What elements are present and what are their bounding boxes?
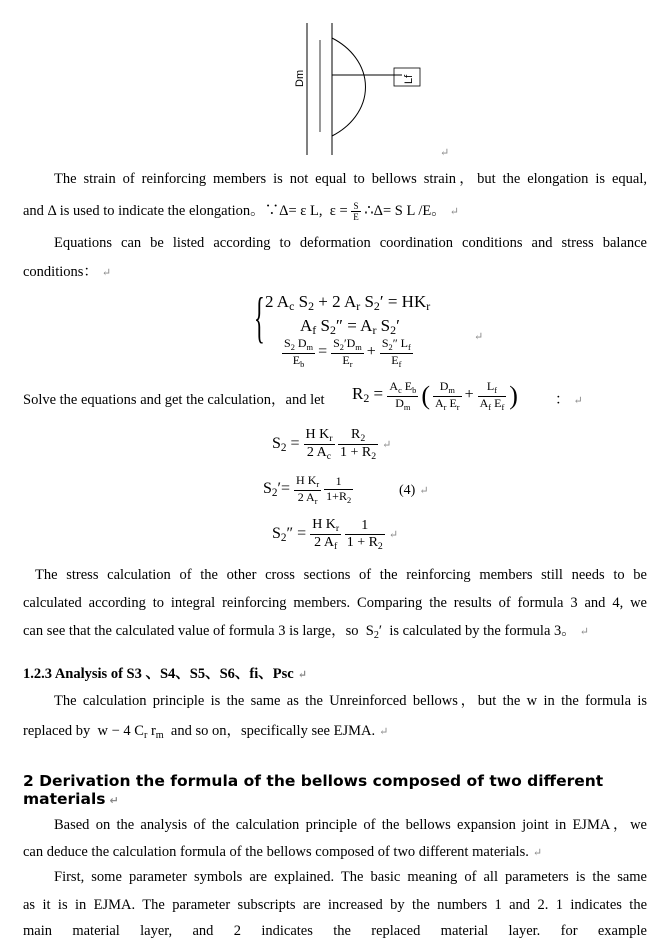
para6-line3: main material layer, and 2 indicates the replaced material layer. for example [23, 923, 647, 939]
para6-line2: as it is in EJMA. The parameter subscripts are increased by the numbers 1 and 2. 1 indicates the [23, 897, 647, 913]
para4-line1: The calculation principle is the same as the Unreinforced bellows，but the w in the formula is [54, 693, 647, 709]
eq-system-row1: 2 $A_c$ $S_2 + 2$ $A_r$ $S_2' = HK_r$ [265, 292, 431, 313]
para2-line1: Equations can be listed according to deformation coordination conditions and stress balance [54, 235, 647, 251]
para6-line1: First, some parameter symbols are explained. The basic meaning of all parameters is the same [54, 869, 647, 885]
para1-line1: The strain of reinforcing members is not equal to bellows strain，but the elongation is equal, [54, 171, 647, 187]
para3-line2: calculated according to integral reinforcing members. Comparing the results of formula 3 and 4, we [23, 595, 647, 611]
para5-line2: can deduce the calculation formula of the bellows composed of two different materials. ↵ [23, 844, 543, 860]
para3-line1: The stress calculation of the other cross sections of the reinforcing members still needs to be [35, 567, 647, 583]
eq-s2: $S_2$ = $\frac{H K_r}{2 A_c}$ $\frac{R_2}{1 + R_2}$ ↵ [272, 427, 392, 463]
figure-label-dm: Dm [294, 69, 306, 87]
para3-line3: can see that the calculated value of formula 3 is large，so $S_2'$ is calculated by the formula 3。 ↵ [23, 623, 589, 641]
para4-line2: replaced by w − 4 $C_r$ $r_m$ and so on，specifically see EJMA. ↵ [23, 723, 389, 741]
heading-1-2-3: 1.2.3 Analysis of S3 、S4、S5、S6、fi、Psc ↵ [23, 666, 307, 682]
eq-system-row3: $\frac{S_2 D_m}{E_b}$ = $\frac{S_2'D_m}{E_r}$ + $\frac{S_2'' L_f}{E_f}$ [284, 336, 411, 369]
para5-line1: Based on the analysis of the calculation principle of the bellows expansion joint in EJMA，we [54, 817, 647, 833]
eq-system-row2: $A_f$ $S_2'' = A_r$ $S_2'$ [300, 316, 400, 337]
solve-tail: ： ↵ [555, 392, 583, 408]
eq-r2: $R_2$ = $\frac{A_c E_b}{D_m}$ ( $\frac{D_m}{A_r E_r}$ + $\frac{L_f}{A_f E_f}$ ) [352, 379, 518, 412]
eq-s2-prime: $S_2'=$ $\frac{H K_r}{2 A_r}$ $\frac{1}{1+R_2}$ [263, 473, 352, 506]
bellows-diagram [290, 18, 450, 158]
para1-line2: and Δ is used to indicate the elongation。∵Δ= ε L, ε = $\frac{S}{E}$ ∴Δ= S L /E。 ↵ [23, 200, 459, 223]
figure-label-lf: Lf [403, 74, 415, 84]
heading-2: 2 Derivation the formula of the bellows composed of two different materials ↵ [23, 772, 604, 808]
eq-s2-double-prime: $S_2''$ = $\frac{H K_r}{2 A_f}$ $\frac{1}{1 + R_2}$ ↵ [272, 517, 399, 553]
eq-number: (4) ↵ [399, 483, 429, 498]
para2-line2: conditions： ↵ [23, 264, 112, 280]
solve-text: Solve the equations and get the calculation，and let [23, 392, 325, 408]
